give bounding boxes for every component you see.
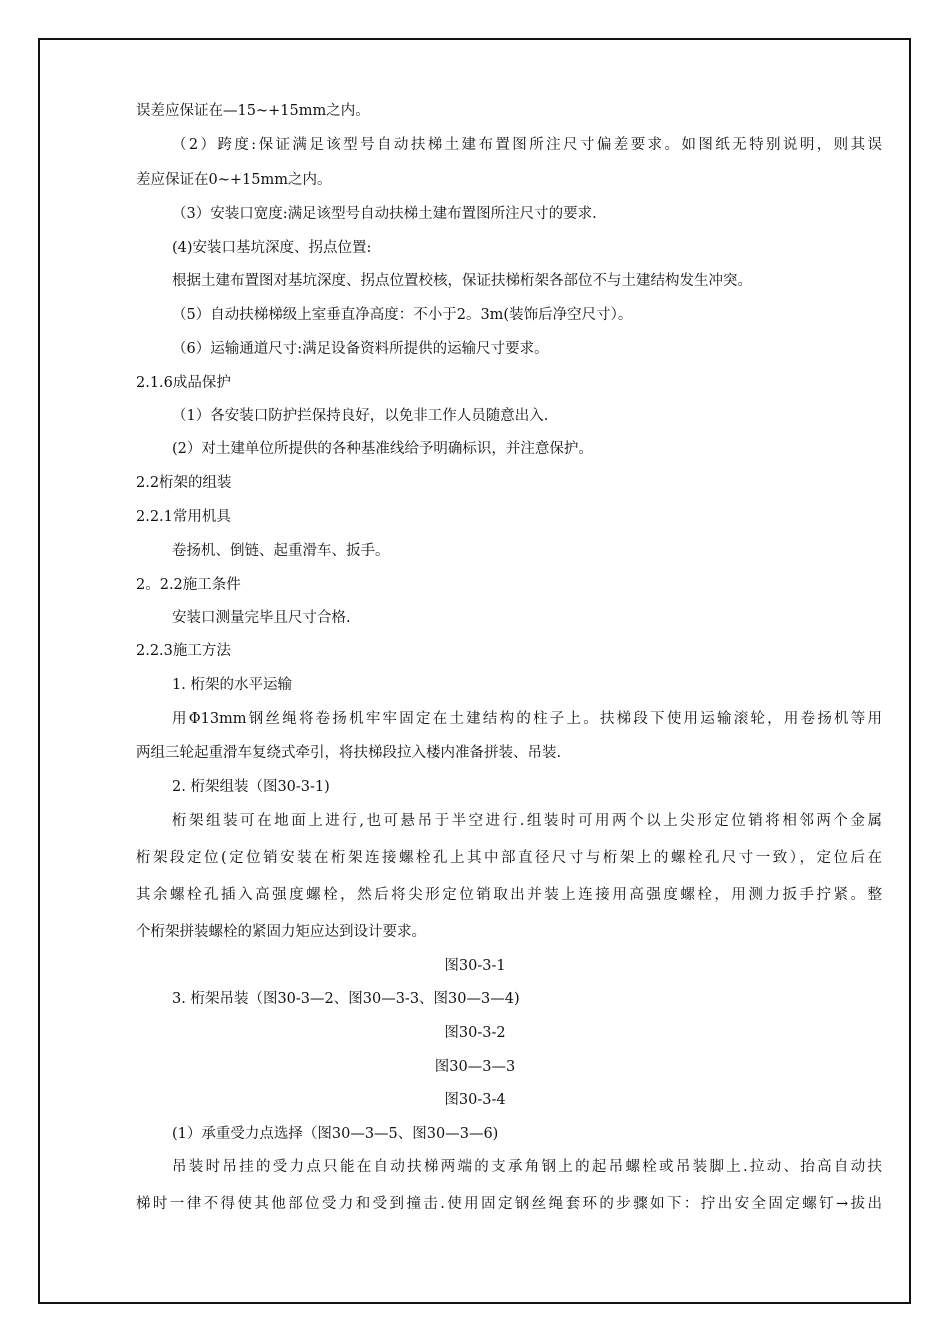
text-line: 桁架段定位(定位销安装在桁架连接螺栓孔上其中部直径尺寸与桁架上的螺栓孔尺寸一致），定位后在 bbox=[136, 850, 882, 866]
text-line: 1. 桁架的水平运输 bbox=[172, 677, 292, 693]
text-line: 吊装时吊挂的受力点只能在自动扶梯两端的支承角钢上的起吊螺栓或吊装脚上.拉动、抬高自动扶 bbox=[172, 1159, 882, 1175]
text-line: 根据土建布置图对基坑深度、拐点位置校核，保证扶梯桁架各部位不与土建结构发生冲突。 bbox=[172, 273, 752, 289]
text-line: 误差应保证在—15~+15mm之内。 bbox=[136, 103, 370, 119]
section-heading: 2.2.1常用机具 bbox=[136, 509, 231, 525]
text-line: 3. 桁架吊装（图30-3—2、图30—3-3、图30—3—4) bbox=[172, 991, 520, 1007]
section-heading: 2.2.3施工方法 bbox=[136, 643, 231, 659]
figure-caption: 图30-3-2 bbox=[444, 1025, 506, 1041]
text-line: 梯时一律不得使其他部位受力和受到撞击.使用固定钢丝绳套环的步骤如下：拧出安全固定螺钉→拔出 bbox=[136, 1196, 882, 1212]
text-line: （3）安装口宽度:满足该型号自动扶梯土建布置图所注尺寸的要求. bbox=[172, 206, 597, 222]
text-line: 桁架组装可在地面上进行,也可悬吊于半空进行.组装时可用两个以上尖形定位销将相邻两个金属 bbox=[172, 813, 882, 829]
section-heading: 2。2.2施工条件 bbox=[136, 577, 241, 593]
text-line: 安装口测量完毕且尺寸合格. bbox=[172, 610, 351, 626]
text-line: (1）承重受力点选择（图30—3—5、图30—3—6) bbox=[172, 1126, 499, 1142]
text-line: (4)安装口基坑深度、拐点位置: bbox=[172, 240, 372, 256]
text-line: 用Φ13mm钢丝绳将卷扬机牢牢固定在土建结构的柱子上。扶梯段下使用运输滚轮，用卷扬机等用 bbox=[172, 711, 882, 727]
text-line: 两组三轮起重滑车复绕式牵引，将扶梯段拉入楼内准备拼装、吊装. bbox=[136, 745, 562, 761]
text-line: 差应保证在0~+15mm之内。 bbox=[136, 172, 332, 188]
text-line: （6）运输通道尺寸:满足设备资料所提供的运输尺寸要求。 bbox=[172, 341, 549, 357]
text-line: （1）各安装口防护拦保持良好，以免非工作人员随意出入. bbox=[172, 408, 549, 424]
text-line: （2）跨度:保证满足该型号自动扶梯土建布置图所注尺寸偏差要求。如图纸无特别说明，则其误 bbox=[172, 137, 882, 153]
text-line: 其余螺栓孔插入高强度螺栓，然后将尖形定位销取出并装上连接用高强度螺栓，用测力扳手拧紧。整 bbox=[136, 887, 882, 903]
text-line: 卷扬机、倒链、起重滑车、扳手。 bbox=[172, 543, 390, 559]
figure-caption: 图30-3-4 bbox=[444, 1092, 506, 1108]
text-line: （5）自动扶梯梯级上室垂直净高度：不小于2。3m(装饰后净空尺寸）。 bbox=[172, 307, 633, 323]
figure-caption: 图30—3—3 bbox=[434, 1059, 516, 1075]
section-heading: 2.1.6成品保护 bbox=[136, 375, 231, 391]
figure-caption: 图30-3-1 bbox=[444, 958, 506, 974]
text-line: 个桁架拼装螺栓的紧固力矩应达到设计要求。 bbox=[136, 924, 426, 940]
text-line: (2）对土建单位所提供的各种基准线给予明确标识，并注意保护。 bbox=[172, 441, 593, 457]
section-heading: 2.2桁架的组装 bbox=[136, 475, 232, 491]
text-line: 2. 桁架组装（图30-3-1) bbox=[172, 779, 330, 795]
page-border bbox=[38, 38, 911, 1304]
